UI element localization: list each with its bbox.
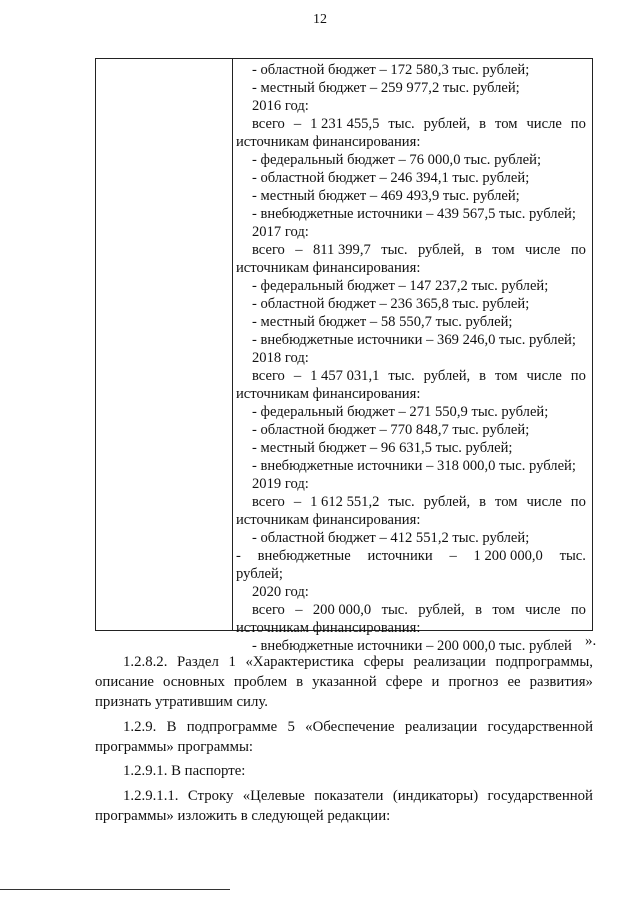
footer-rule: [0, 889, 230, 890]
word: всего: [252, 116, 285, 132]
word: –: [295, 242, 303, 258]
word: в: [474, 242, 482, 258]
word: «Характеристика: [245, 654, 354, 670]
word: 200 000,0: [312, 602, 372, 618]
word: –: [295, 602, 303, 618]
table-line: - местный бюджет – 259 977,2 тыс. рублей;: [252, 80, 520, 96]
word: тыс.: [559, 548, 586, 564]
word: числе: [525, 602, 561, 618]
word: источники: [367, 548, 433, 564]
word: том: [495, 368, 518, 384]
word: тыс.: [388, 116, 415, 132]
table-line: 2019 год:: [252, 476, 309, 492]
word: реализации: [413, 654, 486, 670]
table-line: - федеральный бюджет – 271 550,9 тыс. рублей;: [252, 404, 549, 420]
word: подпрограммы,: [495, 654, 593, 670]
word: 1: [228, 654, 236, 670]
word: в: [479, 116, 487, 132]
word: 1 200 000,0: [473, 548, 543, 564]
word: «Обеспечение: [305, 719, 395, 735]
word: сферы: [363, 654, 404, 670]
table-line: - местный бюджет – 469 493,9 тыс. рублей;: [252, 188, 520, 204]
para-line: [95, 672, 593, 692]
word: в: [479, 368, 487, 384]
word: 1 612 551,2: [310, 494, 380, 510]
word: по: [570, 368, 586, 384]
word: 1 231 455,5: [310, 116, 380, 132]
para-line: [95, 652, 593, 672]
paragraph-1-2-9-1: [95, 761, 593, 781]
word: тыс.: [381, 602, 408, 618]
word: и: [431, 674, 440, 690]
word: указанной: [312, 674, 377, 690]
table-line: [236, 241, 586, 259]
table-line: источникам финансирования:: [236, 386, 421, 402]
word: всего: [252, 494, 285, 510]
table-line: источникам финансирования:: [236, 260, 421, 276]
table-line: источникам финансирования:: [236, 134, 421, 150]
table-line: - областной бюджет – 770 848,7 тыс. рублей;: [252, 422, 530, 438]
word: всего: [252, 368, 285, 384]
word: всего: [252, 602, 285, 618]
word: по: [570, 602, 586, 618]
table-line: 2018 год:: [252, 350, 309, 366]
word: –: [293, 116, 302, 132]
word: сфере: [385, 674, 423, 690]
table-line: - областной бюджет – 172 580,3 тыс. рублей;: [252, 62, 530, 78]
word: прогноз: [448, 674, 499, 690]
table-line: - областной бюджет – 412 551,2 тыс. рублей;: [252, 530, 530, 546]
table-line: 2020 год:: [252, 584, 309, 600]
table-line: [236, 115, 586, 133]
word: числе: [526, 494, 562, 510]
word: основных: [162, 674, 225, 690]
word: в: [296, 674, 304, 690]
financing-table: [95, 58, 593, 654]
para-line: [95, 717, 593, 737]
word: ее: [507, 674, 521, 690]
table-line: источникам финансирования:: [236, 512, 421, 528]
word: рублей,: [418, 602, 465, 618]
table-line: - местный бюджет – 96 631,5 тыс. рублей;: [252, 440, 513, 456]
para-line: 1.2.9.1. В паспорте:: [123, 763, 246, 779]
table-line: - местный бюджет – 58 550,7 тыс. рублей;: [252, 314, 513, 330]
para-line: программы» программы:: [95, 739, 254, 755]
word: -: [236, 548, 241, 564]
word: в: [479, 494, 487, 510]
table-line: - внебюджетные источники – 369 246,0 тыс. рублей;: [252, 332, 576, 348]
para-line: [95, 786, 593, 806]
table-line: [236, 601, 586, 619]
word: 1.2.9.1.1.: [123, 788, 179, 804]
word: рублей,: [423, 494, 471, 510]
word: развития»: [529, 674, 593, 690]
word: Раздел: [177, 654, 219, 670]
word: рублей,: [417, 242, 465, 258]
table-line: [236, 547, 586, 565]
word: описание: [95, 674, 154, 690]
para-line: признать утратившим силу.: [95, 694, 268, 710]
word: 5: [287, 719, 295, 735]
table-line: - внебюджетные источники – 439 567,5 тыс. рублей;: [252, 206, 576, 222]
word: 1.2.9.: [123, 719, 157, 735]
closing-quote: ».: [585, 633, 597, 649]
word: государственной: [487, 719, 593, 735]
word: по: [570, 242, 586, 258]
table-line: - федеральный бюджет – 76 000,0 тыс. рублей;: [252, 152, 541, 168]
word: рублей,: [423, 116, 471, 132]
table-line: - внебюджетные источники – 200 000,0 тыс. рублей: [252, 638, 572, 654]
word: 811 399,7: [312, 242, 371, 258]
word: по: [570, 494, 586, 510]
word: том: [492, 602, 515, 618]
word: в: [475, 602, 482, 618]
word: 1 457 031,1: [310, 368, 380, 384]
word: тыс.: [381, 242, 408, 258]
word: Строку: [187, 788, 234, 804]
word: реализации: [404, 719, 478, 735]
word: (индикаторы): [392, 788, 479, 804]
word: В: [166, 719, 177, 735]
column-divider: [232, 59, 233, 630]
para-line: программы» изложить в следующей редакции:: [95, 808, 391, 824]
word: проблем: [233, 674, 288, 690]
word: тыс.: [388, 368, 415, 384]
word: числе: [525, 242, 561, 258]
table-line: рублей;: [236, 566, 283, 582]
table-line: 2017 год:: [252, 224, 309, 240]
word: рублей,: [423, 368, 471, 384]
word: –: [449, 548, 457, 564]
paragraph-1-2-9: [95, 717, 593, 757]
word: 1.2.8.2.: [123, 654, 168, 670]
table-line: - федеральный бюджет – 147 237,2 тыс. рублей;: [252, 278, 549, 294]
word: том: [492, 242, 515, 258]
table-line: - областной бюджет – 236 365,8 тыс. рублей;: [252, 296, 530, 312]
word: тыс.: [388, 494, 415, 510]
word: всего: [252, 242, 285, 258]
word: по: [570, 116, 586, 132]
word: подпрограмме: [186, 719, 278, 735]
word: числе: [526, 116, 562, 132]
word: «Целевые: [242, 788, 305, 804]
table-line: источникам финансирования:: [236, 620, 421, 636]
table-line: 2016 год:: [252, 98, 309, 114]
word: –: [293, 494, 302, 510]
word: показатели: [314, 788, 384, 804]
word: том: [495, 494, 518, 510]
word: –: [293, 368, 302, 384]
table-line: [236, 493, 586, 511]
table-line: [236, 367, 586, 385]
financing-cell: [236, 61, 586, 655]
word: внебюджетные: [257, 548, 351, 564]
word: том: [495, 116, 518, 132]
page-number: 12: [313, 12, 327, 27]
word: государственной: [487, 788, 593, 804]
paragraph-1-2-8-2: [95, 652, 593, 712]
paragraph-1-2-9-1-1: [95, 786, 593, 826]
table-line: - внебюджетные источники – 318 000,0 тыс. рублей;: [252, 458, 576, 474]
table-line: - областной бюджет – 246 394,1 тыс. рублей;: [252, 170, 530, 186]
word: числе: [526, 368, 562, 384]
